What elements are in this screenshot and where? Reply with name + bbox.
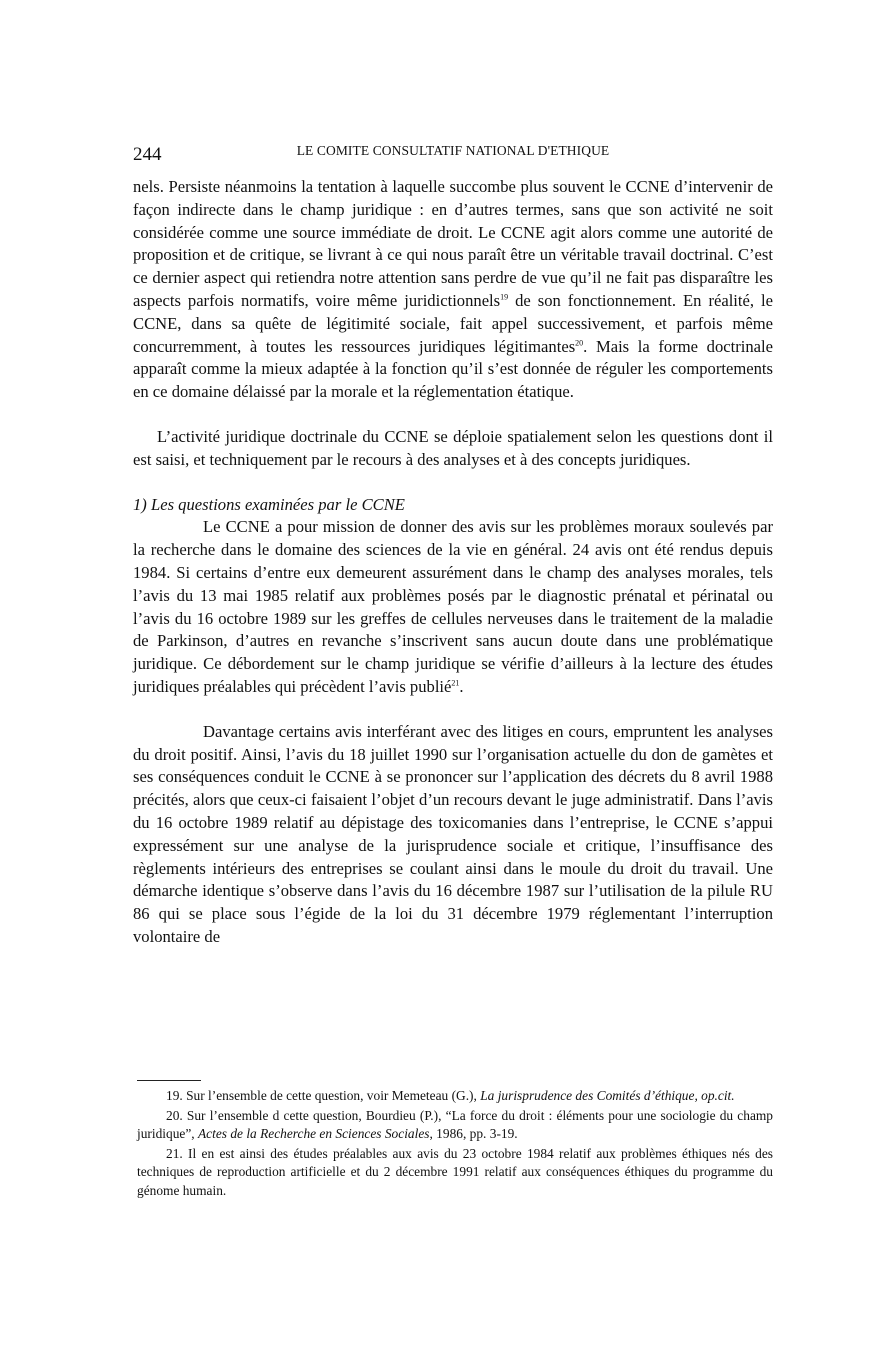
- footnote-20: [137, 1107, 773, 1144]
- footnote-19: [137, 1087, 773, 1106]
- footnote-21: 21. Il en est ainsi des études préalables aux avis du 23 octobre 1984 relatif aux problèmes éthiques nés des techniques de reproduction artificielle et du 2 décembre 1991 relatif aux conséquences éthiques du programme du génome humain.: [137, 1145, 773, 1198]
- main-text: [133, 176, 773, 949]
- running-title: LE COMITE CONSULTATIF NATIONAL D'ETHIQUE: [296, 143, 610, 158]
- footnote-title: La jurisprudence des Comités d’éthique, op.cit.: [480, 1088, 735, 1103]
- spacer: [133, 699, 773, 721]
- footnote-text: 19. Sur l’ensemble de cette question, voir Memeteau (G.),: [166, 1088, 481, 1103]
- footnote-ref-20[interactable]: 20: [575, 338, 584, 348]
- section-heading: 1) Les questions examinées par le CCNE: [133, 494, 405, 514]
- paragraph-text: .: [459, 676, 464, 696]
- footnotes: [137, 1087, 773, 1202]
- paragraph-text: Le CCNE a pour mission de donner des avis sur les problèmes moraux soulevés par la recherche dans le domaine des sciences de la vie en général. 24 avis ont été rendus depuis 1984. Si certains d’entre eux demeurent assurément dans le champ des analyses morales, tels l’avis du 13 mai 1985 relatif aux problèmes posés par le diagnostic prénatal et périnatal ou l’avis du 16 octobre 1989 sur les greffes de cellules nerveuses dans le traitement de la maladie de Parkinson, d’autres en revanche s’inscrivent sans aucun doute dans une problématique juridique. Ce débordement sur le champ juridique se vérifie d’ailleurs à la lecture des études juridiques préalables qui précèdent l’avis publié: [133, 517, 773, 696]
- spacer: [133, 472, 773, 494]
- spacer: [133, 404, 773, 426]
- footnote-ref-19[interactable]: 19: [500, 292, 509, 302]
- paragraph-3: [133, 516, 773, 698]
- paragraph-2: L’activité juridique doctrinale du CCNE se déploie spatialement selon les questions dont il est saisi, et techniquement par le recours à des analyses et à des concepts juridiques.: [133, 426, 773, 469]
- paragraph-text: . Mais la forme doctrinale apparaît comme la mieux adaptée à la fonction qu’il s’est donnée de réguler les comportements en ce domaine délaissé par la morale et la réglementation étatique.: [133, 336, 773, 402]
- paragraph-4: Davantage certains avis interférant avec des litiges en cours, empruntent les analyses du droit positif. Ainsi, l’avis du 18 juillet 1990 sur l’organisation actuelle du don de gamètes et ses conséquences conduit le CCNE à se prononcer sur l’application des décrets du 8 avril 1988 précités, alors que ceux-ci faisaient l’objet d’un recours devant le juge administratif. Dans l’avis du 16 octobre 1989 relatif au dépistage des toxicomanies dans l’entreprise, le CCNE s’appui expressément sur une analyse de la jurisprudence sociale et critique, l’insuffisance des règlements intérieurs des entreprises se coulant ainsi dans le moule du droit du travail. Une démarche identique s’observe dans l’avis du 16 décembre 1987 sur l’utilisation de la pilule RU 86 qui se place sous l’égide de la loi du 31 décembre 1979 réglementant l’interruption volontaire de: [133, 721, 773, 946]
- footnote-text: , 1986, pp. 3-19.: [429, 1126, 518, 1142]
- paragraph-text: de son fonctionnement. En réalité, le CCNE, dans sa quête de légitimité sociale, fait appel successivement, et parfois même concurremment, à toutes les ressources juridiques légitimantes: [133, 290, 773, 356]
- footnote-title: Actes de la Recherche en Sciences Sociales: [197, 1126, 430, 1142]
- page-header: [133, 140, 773, 166]
- footnote-ref-21[interactable]: 21: [451, 678, 460, 688]
- footnote-text: 20. Sur l’ensemble d cette question, Bourdieu (P.), “La force du droit : éléments pour une sociologie du champ juridique”,: [137, 1107, 773, 1142]
- paragraph-text: nels. Persiste néanmoins la tentation à laquelle succombe plus souvent le CCNE d’intervenir de façon indirecte dans le champ juridique : en d’autres termes, sans que son activité ne soit considérée comme une source immédiate de droit. Le CCNE agit alors comme une autorité de proposition et de critique, se livrant à ce qui nous paraît être un véritable travail doctrinal. C’est ce dernier aspect qui retiendra notre attention sans perdre de vue qu’il ne fait pas disparaître les aspects parfois normatifs, voire même juridictionnels: [133, 177, 773, 310]
- page-number: 244: [133, 144, 162, 165]
- paragraph-1: [133, 176, 773, 404]
- footnote-separator: [137, 1080, 201, 1081]
